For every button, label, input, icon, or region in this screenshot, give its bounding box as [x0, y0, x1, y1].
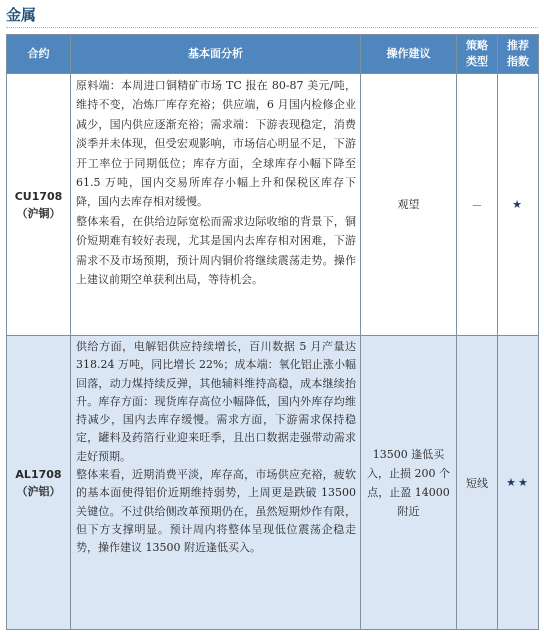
header-analysis: 基本面分析: [71, 35, 361, 74]
strategy-cell: －: [457, 74, 498, 336]
header-rating-line-1: 推荐: [507, 39, 529, 52]
header-strategy-line-1: 策略: [466, 39, 488, 52]
header-rating: [498, 35, 539, 74]
contract-cell: [7, 74, 71, 336]
advice-cell: 13500 逢低买入，止损 200 个点，止盈 14000 附近: [361, 336, 457, 630]
analysis-paragraph: 整体来看，近期消费平淡，库存高，市场供应充裕，疲软的基本面使得铝价近期维持弱势，上周更是跌破 13500 关键位。不过供给侧改革预期仍在，虽然短期炒作有限，但下方支撑明显。预计周内将整体呈现低位震荡企稳走势，操作建议 13500 附近逢低买入。: [76, 468, 356, 555]
analysis-cell: [71, 74, 361, 336]
header-rating-line-2: 指数: [507, 55, 529, 68]
table-row: [7, 74, 539, 336]
rating-stars: ★★: [498, 336, 539, 630]
contract-cell: [7, 336, 71, 630]
futures-strategy-table: [6, 34, 539, 630]
header-contract: 合约: [7, 35, 71, 74]
analysis-paragraph: 整体来看，在供给边际宽松而需求边际收缩的背景下，铜价短期难有较好表现，尤其是国内去库存相对困难，下游需求不及市场预期，预计周内铜价将继续震荡走势。操作上建议前期空单获利出局，等待机会。: [76, 214, 356, 287]
rating-stars: ★: [498, 74, 539, 336]
contract-code: CU1708: [14, 189, 63, 203]
header-strategy-line-2: 类型: [466, 55, 488, 68]
analysis-cell: [71, 336, 361, 630]
contract-name: （沪铝）: [16, 484, 61, 498]
section-title: 金属: [6, 6, 37, 24]
header-advice: 操作建议: [361, 35, 457, 74]
analysis-paragraph: 供给方面，电解铝供应持续增长，百川数据 5 月产量达 318.24 万吨，同比增长 22%；成本端：氧化铝止涨小幅回落，动力煤持续反弹，其他辅料维持高稳，成本继续抬升。库存方面：现货库存高位小幅降低，国内外库存均维持减少，国内去库存缓慢。需求方面，下游需求保持稳定，罐料及药箔行业迎来旺季，且出口数据走强带动需求走好预期。: [76, 340, 356, 463]
title-divider: [6, 27, 538, 28]
header-strategy: [457, 35, 498, 74]
advice-cell: 观望: [361, 74, 457, 336]
table-header-row: [7, 35, 539, 74]
contract-name: （沪铜）: [16, 206, 61, 220]
analysis-paragraph: 原料端：本周进口铜精矿市场 TC 报在 80-87 美元/吨，维持不变，冶炼厂库存充裕；供应端，6 月国内检修企业减少，国内供应逐渐充裕；需求端：下游表现稳定，消费淡季并未体现，但受宏观影响，市场信心明显不足，下游开工率位于同期低位；库存方面，全球库存小幅下降至 61.5 万吨，国内交易所库存小幅上升和保税区库存下降，国内去库存相对缓慢。: [76, 79, 356, 209]
strategy-cell: 短线: [457, 336, 498, 630]
contract-code: AL1708: [15, 467, 62, 481]
table-row: [7, 336, 539, 630]
